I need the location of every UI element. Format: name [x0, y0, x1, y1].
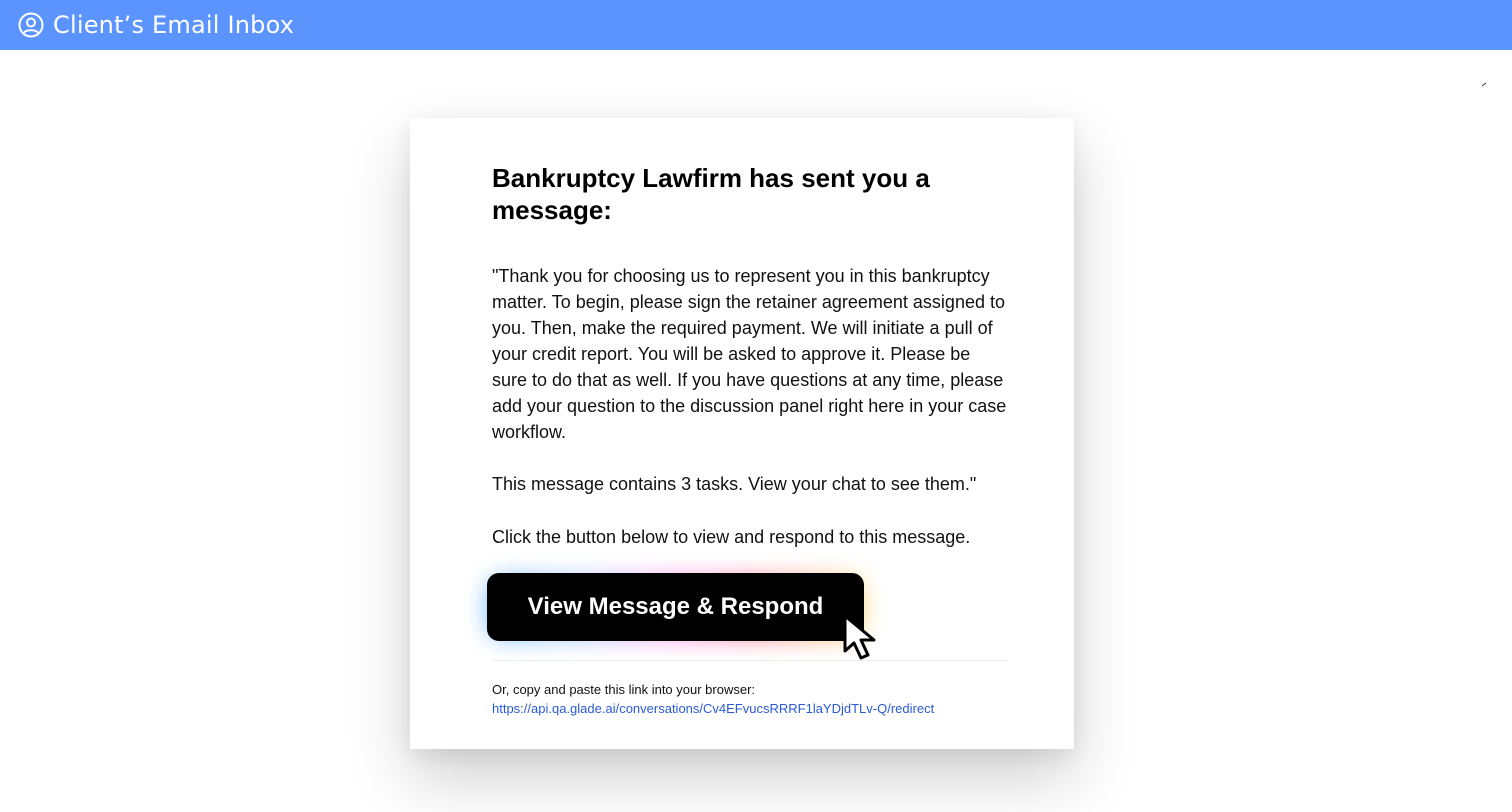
- mouse-pointer-icon: [842, 613, 880, 661]
- divider: [492, 660, 1006, 661]
- inbox-header: [0, 0, 1512, 50]
- footer-prefix: Or, copy and paste this link into your browser:: [492, 682, 756, 697]
- user-circle-icon: [18, 12, 44, 38]
- resize-mark-icon: [1480, 80, 1488, 88]
- view-message-button-wrap: [487, 573, 864, 641]
- email-content: [492, 162, 1007, 550]
- email-card: [410, 118, 1074, 749]
- email-heading: Bankruptcy Lawfirm has sent you a message:: [492, 163, 930, 225]
- redirect-link[interactable]: https://api.qa.glade.ai/conversations/Cv4EFvucsRRRF1laYDjdTLv-Q/redirect: [492, 701, 935, 716]
- email-footer: [492, 680, 1006, 718]
- view-message-respond-button[interactable]: View Message & Respond: [487, 573, 864, 641]
- inbox-title: Client’s Email Inbox: [53, 11, 295, 39]
- email-tasks-note: This message contains 3 tasks. View your chat to see them.": [492, 474, 977, 494]
- email-instruction: Click the button below to view and respond to this message.: [492, 527, 971, 547]
- email-body: "Thank you for choosing us to represent you in this bankruptcy matter. To begin, please sign the retainer agreement assigned to you. Then, make the required payment. We will initiate a pull of your credit report. You will be asked to approve it. Please be sure to do that as well. If you have questions at any time, please add your question to the discussion panel right here in your case workflow.: [492, 266, 1007, 442]
